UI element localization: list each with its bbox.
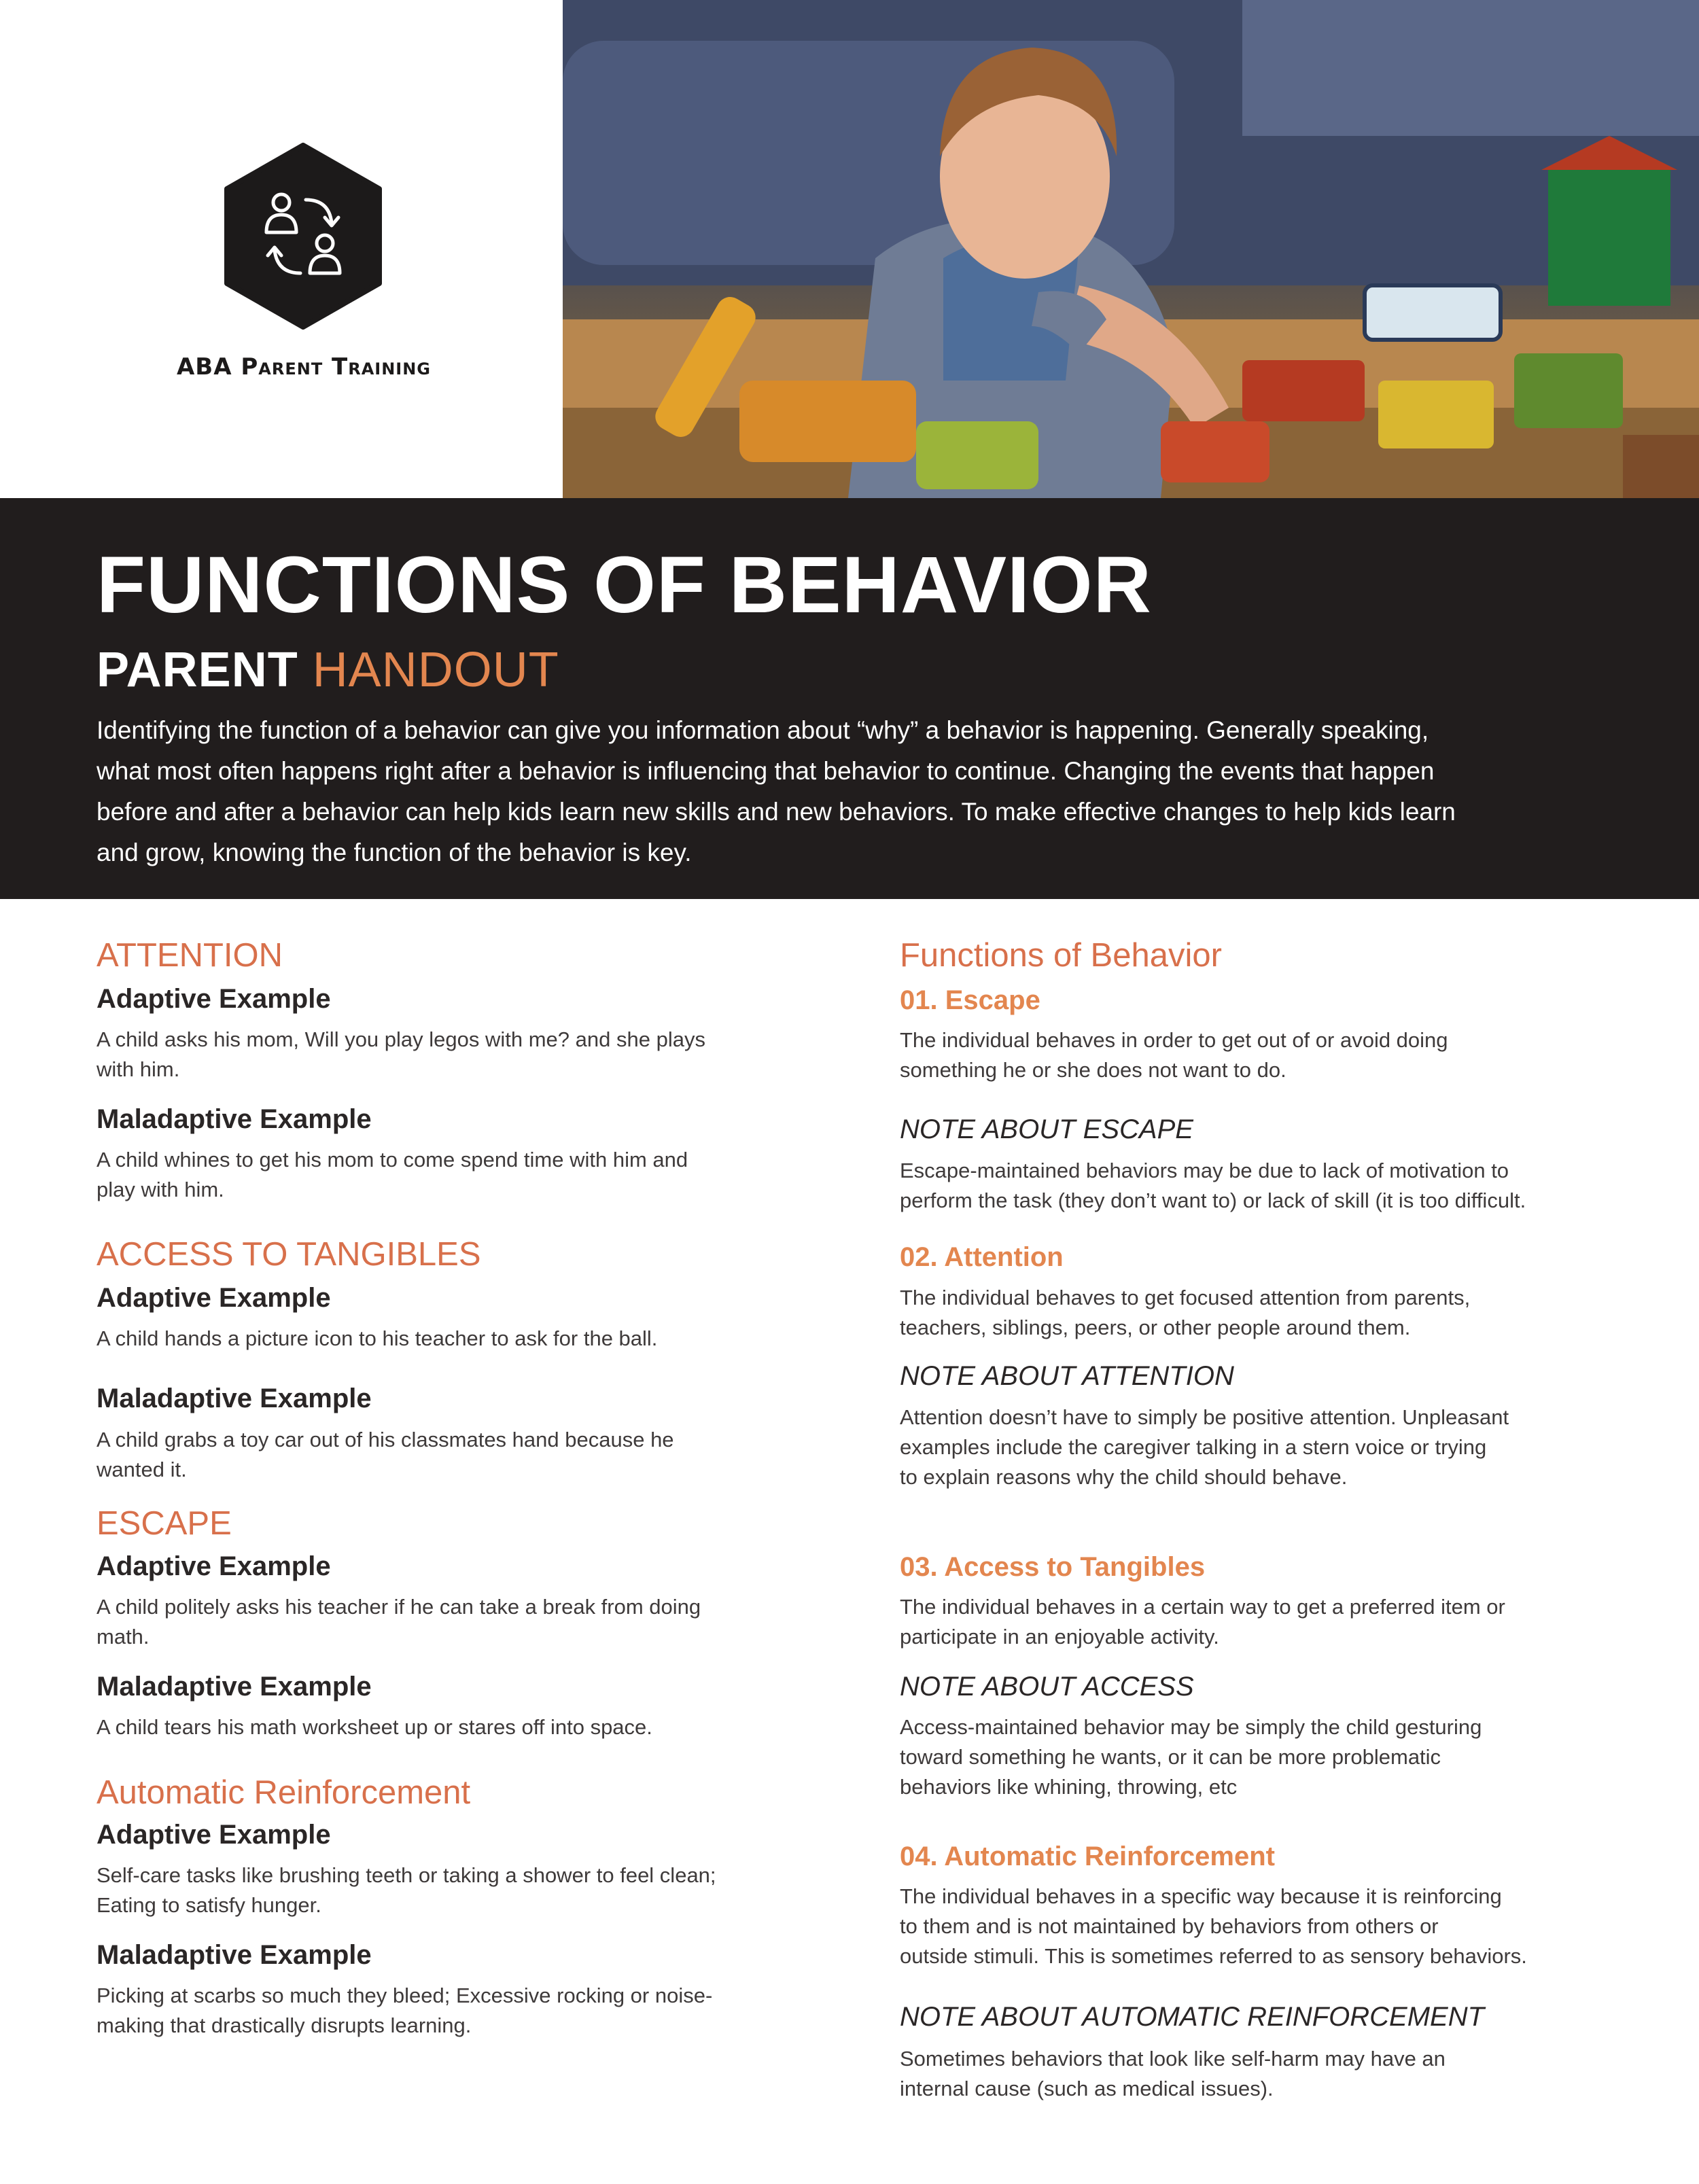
text-line: behaviors like whining, throwing, etc xyxy=(900,1775,1238,1799)
text-line: play with him. xyxy=(97,1178,224,1201)
text-line: A child asks his mom, Will you play legos with me? and she plays xyxy=(97,1027,705,1051)
intro-paragraph xyxy=(97,710,1612,873)
attention-maladaptive-label: Maladaptive Example xyxy=(97,1104,372,1134)
brand-name: ABA Parent Training xyxy=(176,353,432,381)
text-line: Attention doesn’t have to simply be positive attention. Unpleasant xyxy=(900,1405,1509,1429)
text-line: A child hands a picture icon to his teacher to ask for the ball. xyxy=(97,1326,658,1350)
text-line: Access-maintained behavior may be simply the child gesturing xyxy=(900,1715,1482,1739)
tangibles-maladaptive-text xyxy=(97,1425,844,1485)
child-playing-photo xyxy=(563,0,1699,498)
attention-function-text xyxy=(900,1283,1654,1343)
automatic-function-title: 04. Automatic Reinforcement xyxy=(900,1842,1275,1871)
photo-illustration xyxy=(563,0,1699,498)
text-line: to them and is not maintained by behaviors from others or xyxy=(900,1914,1439,1938)
text-line: Picking at scarbs so much they bleed; Excessive rocking or noise- xyxy=(97,1984,713,2007)
automatic-adaptive-text xyxy=(97,1861,844,1920)
attention-adaptive-label: Adaptive Example xyxy=(97,984,331,1014)
logo-panel xyxy=(0,0,563,498)
text-line: A child tears his math worksheet up or stares off into space. xyxy=(97,1715,652,1739)
intro-line: Identifying the function of a behavior can give you information about “why” a behavior is happening. Generally speaking, xyxy=(97,716,1429,744)
escape-maladaptive-label: Maladaptive Example xyxy=(97,1672,372,1702)
escape-note-title: NOTE ABOUT ESCAPE xyxy=(900,1114,1193,1144)
text-line: to explain reasons why the child should behave. xyxy=(900,1465,1348,1489)
subtitle-parent: PARENT xyxy=(97,643,298,697)
text-line: The individual behaves in a certain way to get a preferred item or xyxy=(900,1595,1505,1619)
text-line: A child whines to get his mom to come spend time with him and xyxy=(97,1148,688,1172)
functions-heading: Functions of Behavior xyxy=(900,937,1222,974)
automatic-function-text xyxy=(900,1882,1654,1971)
tangibles-title: ACCESS TO TANGIBLES xyxy=(97,1236,481,1273)
escape-adaptive-text xyxy=(97,1592,844,1652)
subtitle-handout: HANDOUT xyxy=(312,643,559,697)
text-line: something he or she does not want to do. xyxy=(900,1058,1286,1082)
text-line: examples include the caregiver talking in a stern voice or trying xyxy=(900,1435,1487,1459)
text-line: outside stimuli. This is sometimes referred to as sensory behaviors. xyxy=(900,1944,1527,1968)
tangibles-adaptive-text xyxy=(97,1324,844,1354)
text-line: A child politely asks his teacher if he can take a break from doing xyxy=(97,1595,701,1619)
intro-line: before and after a behavior can help kids learn new skills and new behaviors. To make effective changes to help kids learn xyxy=(97,798,1456,826)
attention-adaptive-text xyxy=(97,1025,844,1085)
text-line: A child grabs a toy car out of his classmates hand because he xyxy=(97,1428,674,1451)
text-line: Eating to satisfy hunger. xyxy=(97,1893,321,1917)
tangibles-note-text xyxy=(900,1712,1654,1802)
tangibles-note-title: NOTE ABOUT ACCESS xyxy=(900,1672,1194,1702)
tangibles-adaptive-label: Adaptive Example xyxy=(97,1283,331,1313)
text-line: The individual behaves to get focused attention from parents, xyxy=(900,1286,1471,1309)
text-line: The individual behaves in a specific way because it is reinforcing xyxy=(900,1884,1502,1908)
text-line: participate in an enjoyable activity. xyxy=(900,1625,1219,1649)
escape-maladaptive-text xyxy=(97,1712,844,1742)
text-line: making that drastically disrupts learning. xyxy=(97,2013,472,2037)
page-title: FUNCTIONS OF BEHAVIOR xyxy=(97,540,1152,630)
tangibles-maladaptive-label: Maladaptive Example xyxy=(97,1384,372,1413)
text-line: math. xyxy=(97,1625,150,1649)
escape-title: ESCAPE xyxy=(97,1505,232,1542)
automatic-maladaptive-text xyxy=(97,1981,844,2041)
automatic-title: Automatic Reinforcement xyxy=(97,1774,471,1811)
attention-title: ATTENTION xyxy=(97,937,283,974)
automatic-note-text xyxy=(900,2044,1654,2104)
text-line: internal cause (such as medical issues). xyxy=(900,2077,1274,2100)
attention-note-title: NOTE ABOUT ATTENTION xyxy=(900,1361,1234,1391)
tangibles-function-title: 03. Access to Tangibles xyxy=(900,1552,1206,1582)
text-line: toward something he wants, or it can be more problematic xyxy=(900,1745,1441,1769)
text-line: perform the task (they don’t want to) or lack of skill (it is too difficult. xyxy=(900,1188,1526,1212)
title-header xyxy=(0,498,1699,899)
escape-adaptive-label: Adaptive Example xyxy=(97,1551,331,1581)
escape-note-text xyxy=(900,1156,1654,1216)
text-line: Self-care tasks like brushing teeth or taking a shower to feel clean; xyxy=(97,1863,716,1887)
intro-line: and grow, knowing the function of the behavior is key. xyxy=(97,839,692,866)
people-exchange-icon xyxy=(222,143,385,330)
attention-note-text xyxy=(900,1403,1654,1492)
tangibles-function-text xyxy=(900,1592,1654,1652)
text-line: with him. xyxy=(97,1057,180,1081)
automatic-maladaptive-label: Maladaptive Example xyxy=(97,1940,372,1970)
page-subtitle xyxy=(97,642,559,698)
top-banner xyxy=(0,0,1699,498)
text-line: The individual behaves in order to get out of or avoid doing xyxy=(900,1028,1448,1052)
automatic-note-title: NOTE ABOUT AUTOMATIC REINFORCEMENT xyxy=(900,2002,1485,2032)
automatic-adaptive-label: Adaptive Example xyxy=(97,1820,331,1850)
escape-function-title: 01. Escape xyxy=(900,985,1040,1015)
text-line: Sometimes behaviors that look like self-harm may have an xyxy=(900,2047,1446,2071)
intro-line: what most often happens right after a behavior is influencing that behavior to continue. Changing the events that happen xyxy=(97,757,1435,785)
attention-maladaptive-text xyxy=(97,1145,844,1205)
attention-function-title: 02. Attention xyxy=(900,1242,1064,1272)
escape-function-text xyxy=(900,1025,1654,1085)
text-line: wanted it. xyxy=(97,1458,187,1481)
text-line: Escape-maintained behaviors may be due to lack of motivation to xyxy=(900,1159,1509,1182)
text-line: teachers, siblings, peers, or other people around them. xyxy=(900,1316,1411,1339)
